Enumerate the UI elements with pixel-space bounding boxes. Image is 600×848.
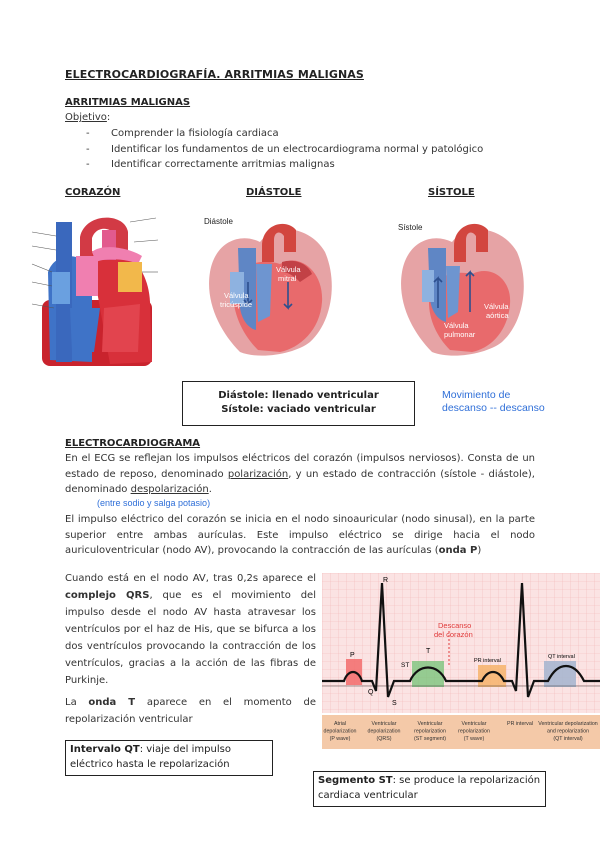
mitral-label-2: mitral: [278, 274, 297, 283]
rest-note-line-1: Movimiento de: [442, 389, 511, 401]
aortic-label-1: Válvula: [484, 302, 509, 311]
qt-interval-box: Intervalo QT: viaje del impulso eléctrico hasta le repolarización: [65, 740, 273, 776]
aortic-label-2: aórtica: [486, 311, 509, 320]
pulmonary-label-2: pulmonar: [444, 330, 476, 339]
ecg-grid: [322, 573, 600, 713]
ecg-caption-line: Ventricular depolarization: [538, 721, 598, 727]
ecg-paragraph-2: El impulso eléctrico del corazón se inicia en el nodo sinoauricular (nodo sinusal), en la parte superior entre ambas aurículas. Este impulso eléctrico se dirige hacia el nodo auriculoventricular (nodo AV), provocando la contracción de las aurículas (onda P): [65, 514, 535, 556]
label-r: R: [383, 577, 389, 584]
ecg-paragraph-1: En el ECG se reflejan los impulsos eléctricos del corazón (impulsos nerviosos). Consta de un estado de reposo, denominado polarización, y un estado de contracción (sístole - diástole), denominado despolarización.: [65, 453, 535, 495]
arrhythmias-heading: ARRITMIAS MALIGNAS: [65, 97, 191, 108]
ecg-caption-line: (P wave): [329, 736, 351, 742]
ecg-caption-line: depolarization: [323, 728, 357, 735]
sodium-potassium-note: (entre sodio y salga potasio): [97, 498, 211, 508]
st-segment-highlight: [412, 661, 444, 687]
label-pr-interval: PR interval: [474, 658, 501, 664]
ecg-paragraph-4: La onda T aparece en el momento de repolarización ventricular: [65, 697, 316, 725]
ecg-heading: ELECTROCARDIOGRAMA: [65, 438, 201, 449]
page-title: ELECTROCARDIOGRAFÍA. ARRITMIAS MALIGNAS: [65, 68, 364, 81]
summary-box: [182, 381, 415, 426]
pulmonary-label-1: Válvula: [444, 321, 469, 330]
rest-note: [442, 389, 545, 414]
ecg-caption-line: Ventricular: [371, 721, 397, 727]
ecg-caption-line: repolarization: [414, 728, 446, 735]
tricuspid-label-1: Válvula: [224, 291, 249, 300]
mitral-label-1: Válvula: [276, 265, 301, 274]
rest-note-line-2: descanso -- descanso: [442, 401, 545, 414]
ecg-caption-line: Ventricular: [461, 721, 487, 727]
objective-label: Objetivo:: [65, 112, 111, 123]
systole-fig-title: Sístole: [398, 223, 423, 232]
ecg-caption-line: PR interval: [507, 721, 533, 727]
st-segment-box: Segmento ST: se produce la repolarización cardiaca ventricular: [313, 771, 546, 807]
label-t: T: [426, 648, 431, 655]
ecg-caption-line: repolarization: [458, 728, 490, 735]
ecg-caption-line: (ST segment): [414, 736, 446, 742]
ecg-waveform-diagram: [322, 573, 600, 749]
label-q: Q: [368, 689, 374, 696]
ecg-caption-line: and repolarization: [546, 728, 590, 735]
label-s: S: [392, 700, 397, 707]
systole-illustration: [392, 212, 532, 362]
label-qt-interval: QT interval: [548, 654, 575, 660]
summary-line-diastole: Diástole: llenado ventricular: [218, 390, 379, 401]
ecg-caption-line: (T wave): [463, 736, 485, 742]
qt-interval-highlight: [544, 661, 576, 687]
diastole-fig-title: Diástole: [204, 217, 233, 226]
heart-heading: CORAZÓN: [65, 187, 121, 198]
diastole-illustration: [200, 212, 340, 362]
ecg-caption-line: Ventricular: [417, 721, 443, 727]
ecg-caption-line: depolarization: [367, 728, 401, 735]
systole-heading: SÍSTOLE: [428, 187, 475, 198]
ecg-caption-line: Atrial: [333, 721, 347, 727]
objective-item: - Identificar correctamente arritmias malignas: [65, 157, 585, 173]
objectives-list: [65, 126, 585, 173]
ecg-paragraph-3: Cuando está en el nodo AV, tras 0,2s aparece el complejo QRS, que es el movimiento del impulso desde el nodo AV hasta atravesar los ventrículos por el haz de His, que se bifurca a los dos ventrículos provocando la contracción de los ventrículos, gracias a la acción de las fibras de Purkinje.: [65, 573, 316, 686]
objective-item: - Comprender la fisiología cardiaca: [65, 126, 585, 142]
label-st: ST: [401, 662, 410, 669]
label-p: P: [350, 652, 355, 659]
ecg-caption-line: (QT interval): [553, 736, 583, 742]
tricuspid-label-2: tricúspide: [220, 300, 253, 309]
rest-annotation-1: Descanso: [438, 621, 472, 630]
heart-anatomy-illustration: [30, 212, 160, 372]
diastole-heading: DIÁSTOLE: [246, 187, 302, 198]
objective-item: - Identificar los fundamentos de un electrocardiograma normal y patológico: [65, 142, 585, 158]
ecg-caption-line: (QRS): [376, 736, 392, 742]
rest-annotation-2: del corazón: [434, 630, 473, 639]
summary-line-systole: Sístole: vaciado ventricular: [221, 404, 376, 415]
